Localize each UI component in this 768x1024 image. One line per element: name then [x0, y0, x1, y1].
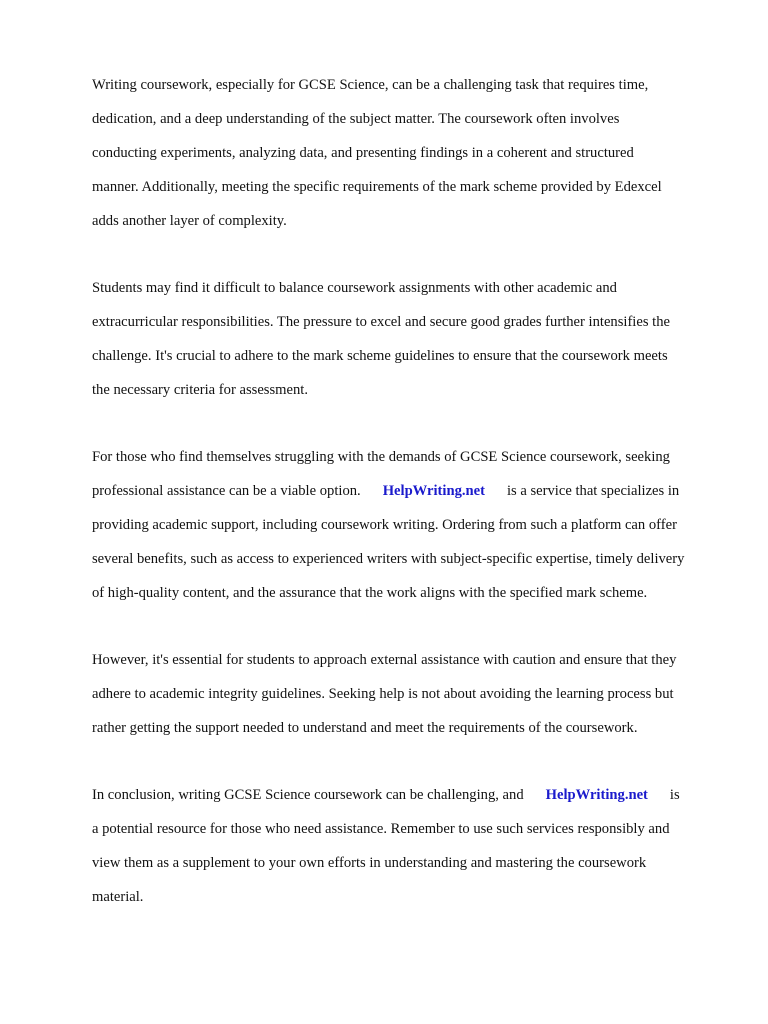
text-line-with-link: [92, 787, 732, 804]
paragraph-challenges: [92, 263, 732, 416]
text-line: adds another layer of complexity.: [92, 213, 287, 229]
text-line: For those who find themselves struggling with the demands of GCSE Science coursework, seeking: [92, 449, 670, 465]
text-line: Writing coursework, especially for GCSE Science, can be a challenging task that requires time,: [92, 77, 649, 93]
text-segment: In conclusion, writing GCSE Science coursework can be challenging, and: [92, 787, 524, 803]
text-line: However, it's essential for students to approach external assistance with caution and ensure that they: [92, 652, 677, 668]
text-line: Students may find it difficult to balance coursework assignments with other academic and: [92, 280, 617, 296]
text-line: challenge. It's crucial to adhere to the mark scheme guidelines to ensure that the coursework meets: [92, 348, 668, 364]
text-line: view them as a supplement to your own efforts in understanding and mastering the coursework: [92, 855, 647, 871]
text-line: the necessary criteria for assessment.: [92, 382, 308, 398]
text-line: a potential resource for those who need assistance. Remember to use such services responsibly and: [92, 821, 670, 837]
text-line: manner. Additionally, meeting the specific requirements of the mark scheme provided by Edexcel: [92, 179, 662, 195]
helpwriting-link[interactable]: HelpWriting.net: [382, 483, 485, 499]
text-line: material.: [92, 889, 144, 905]
text-line: of high-quality content, and the assurance that the work aligns with the specified mark scheme.: [92, 585, 648, 601]
paragraph-intro: [92, 60, 732, 247]
text-segment: professional assistance can be a viable option.: [92, 483, 361, 499]
paragraph-conclusion: [92, 770, 732, 923]
text-segment: is: [669, 787, 680, 803]
text-line: adhere to academic integrity guidelines. Seeking help is not about avoiding the learning process but: [92, 686, 674, 702]
helpwriting-link[interactable]: HelpWriting.net: [545, 787, 648, 803]
paragraph-caution: [92, 635, 732, 754]
text-line: rather getting the support needed to understand and meet the requirements of the coursework.: [92, 720, 638, 736]
paragraph-assistance: [92, 432, 732, 619]
text-line: extracurricular responsibilities. The pressure to excel and secure good grades further intensifies the: [92, 314, 670, 330]
text-segment: is a service that specializes in: [506, 483, 680, 499]
text-line-with-link: [92, 483, 732, 500]
text-line: providing academic support, including coursework writing. Ordering from such a platform can offer: [92, 517, 677, 533]
text-line: several benefits, such as access to experienced writers with subject-specific expertise, timely delivery: [92, 551, 685, 567]
text-line: conducting experiments, analyzing data, and presenting findings in a coherent and structured: [92, 145, 634, 161]
text-line: dedication, and a deep understanding of the subject matter. The coursework often involves: [92, 111, 620, 127]
